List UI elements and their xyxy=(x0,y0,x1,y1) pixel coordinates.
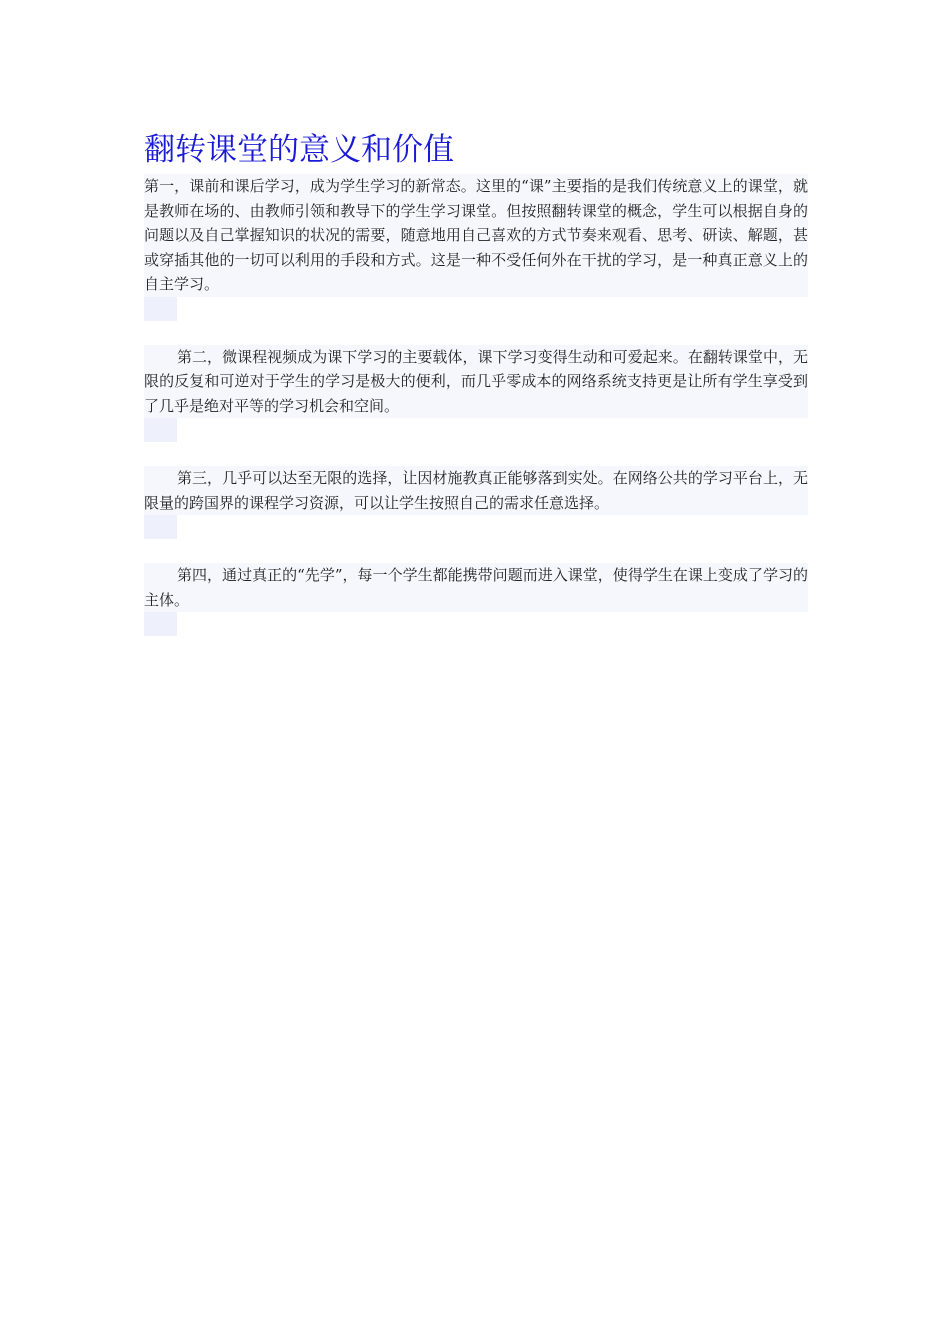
empty-line-marker xyxy=(144,515,177,539)
paragraph-gap xyxy=(144,442,808,466)
document-title: 翻转课堂的意义和价值 xyxy=(144,132,454,168)
paragraph-1: 第一，课前和课后学习，成为学生学习的新常态。这里的“课”主要指的是我们传统意义上的课堂，就是教师在场的、由教师引领和教导下的学生学习课堂。但按照翻转课堂的概念，学生可以根据自身的问题以及自己掌握知识的状况的需要，随意地用自己喜欢的方式节奏来观看、思考、研读、解题，甚或穿插其他的一切可以利用的手段和方式。这是一种不受任何外在干扰的学习，是一种真正意义上的自主学习。 xyxy=(144,174,808,297)
paragraph-gap xyxy=(144,321,808,345)
empty-line-marker xyxy=(144,612,177,636)
paragraph-3: 第三，几乎可以达至无限的选择，让因材施教真正能够落到实处。在网络公共的学习平台上，无限量的跨国界的课程学习资源，可以让学生按照自己的需求任意选择。 xyxy=(144,466,808,515)
paragraph-2: 第二，微课程视频成为课下学习的主要载体，课下学习变得生动和可爱起来。在翻转课堂中，无限的反复和可逆对于学生的学习是极大的便利，而几乎零成本的网络系统支持更是让所有学生享受到了几乎是绝对平等的学习机会和空间。 xyxy=(144,345,808,419)
paragraph-gap xyxy=(144,539,808,563)
empty-line-marker xyxy=(144,418,177,442)
paragraph-4: 第四，通过真正的“先学”，每一个学生都能携带问题而进入课堂，使得学生在课上变成了学习的主体。 xyxy=(144,563,808,612)
document-page xyxy=(144,130,808,636)
empty-line-marker xyxy=(144,297,177,321)
